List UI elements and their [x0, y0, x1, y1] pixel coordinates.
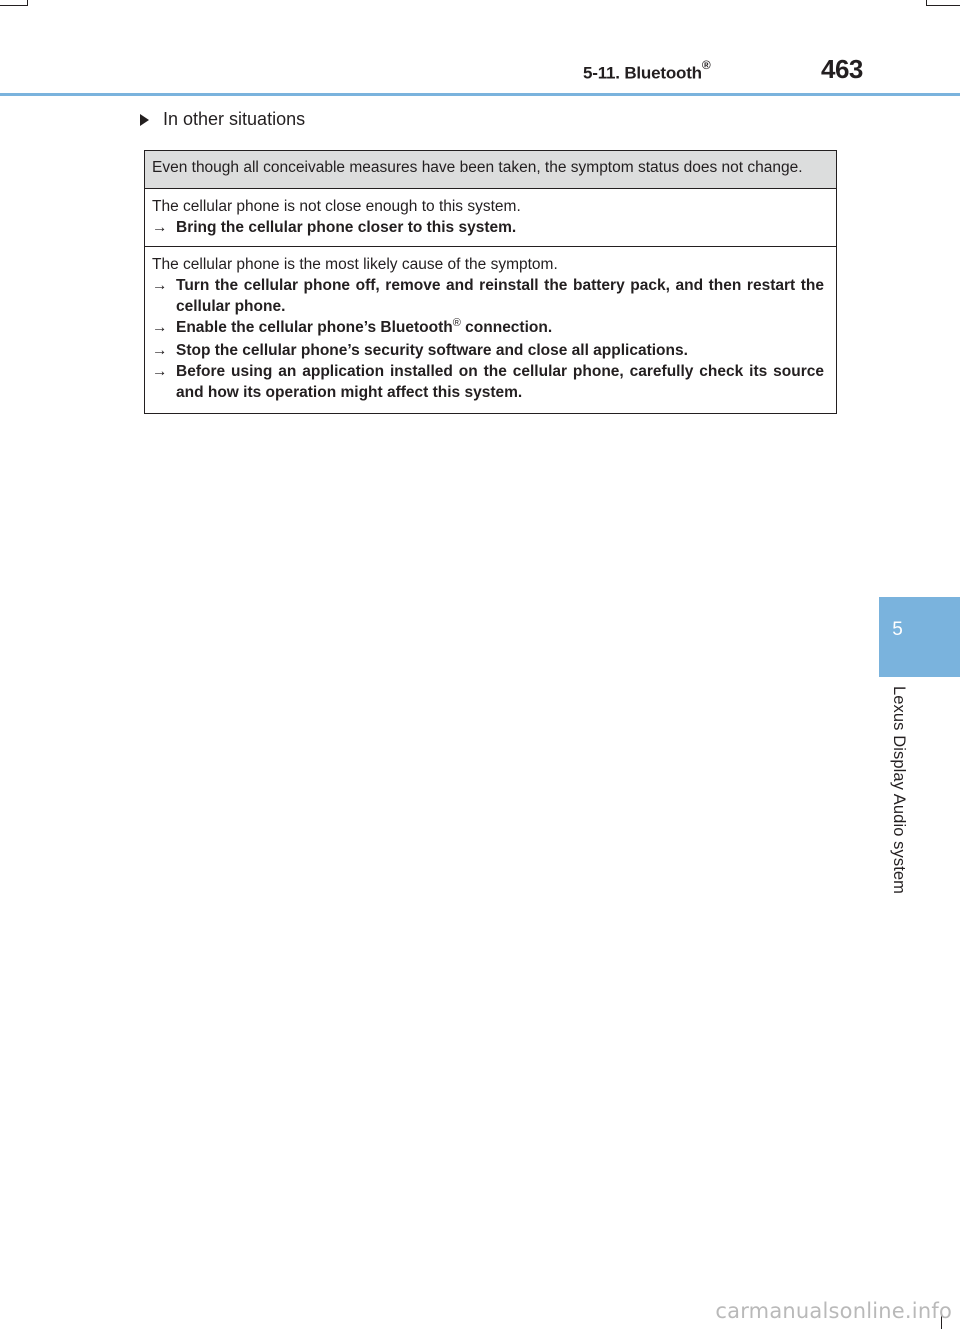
table-header-row — [145, 151, 836, 189]
registered-mark: ® — [452, 317, 461, 329]
remedy-text: Turn the cellular phone off, remove and reinstall the battery pack, and then restart the cellular phone. — [176, 277, 824, 315]
chapter-label: Lexus Display Audio system — [890, 686, 908, 895]
remedy-item — [152, 317, 824, 340]
table-header-text: Even though all conceivable measures have been taken, the symptom status does not change. — [152, 159, 803, 176]
registered-mark: ® — [701, 58, 711, 72]
remedy-item — [152, 340, 824, 361]
table-row — [145, 247, 836, 413]
arrow-icon: → — [152, 363, 168, 380]
remedy-text: Before using an application installed on the cellular phone, carefully check its source and how its operation might affect this system. — [176, 363, 824, 401]
arrow-icon: → — [152, 342, 168, 359]
arrow-icon: → — [152, 219, 168, 236]
cause-text: The cellular phone is the most likely cause of the symptom. — [152, 256, 558, 273]
remedy-text — [176, 317, 824, 340]
header-rule — [0, 93, 960, 96]
chapter-tab — [879, 597, 960, 677]
cause-text: The cellular phone is not close enough to this system. — [152, 198, 521, 215]
crop-mark-top-right-h — [926, 5, 960, 6]
remedy-text: Stop the cellular phone’s security software and close all applications. — [176, 342, 688, 359]
remedy-text: Bring the cellular phone closer to this system. — [176, 219, 517, 236]
arrow-icon: → — [152, 277, 168, 294]
running-header-section: 5-11. Bluetooth® — [583, 58, 711, 83]
remedy-item — [152, 361, 824, 403]
subheading-text: In other situations — [163, 109, 306, 129]
triangle-bullet-icon — [140, 114, 149, 126]
watermark: carmanualsonline.info — [715, 1299, 952, 1323]
remedy-item — [152, 217, 824, 238]
troubleshooting-table — [144, 150, 837, 414]
remedy-item — [152, 275, 824, 317]
table-row — [145, 189, 836, 247]
remedy-text-after: connection. — [460, 319, 553, 336]
arrow-icon: → — [152, 319, 168, 336]
remedy-text-before: Enable the cellular phone’s Bluetooth — [176, 319, 453, 336]
page-number: 463 — [821, 54, 863, 84]
chapter-number: 5 — [892, 619, 903, 640]
subheading — [140, 109, 305, 130]
crop-mark-top-left-h — [0, 5, 28, 6]
